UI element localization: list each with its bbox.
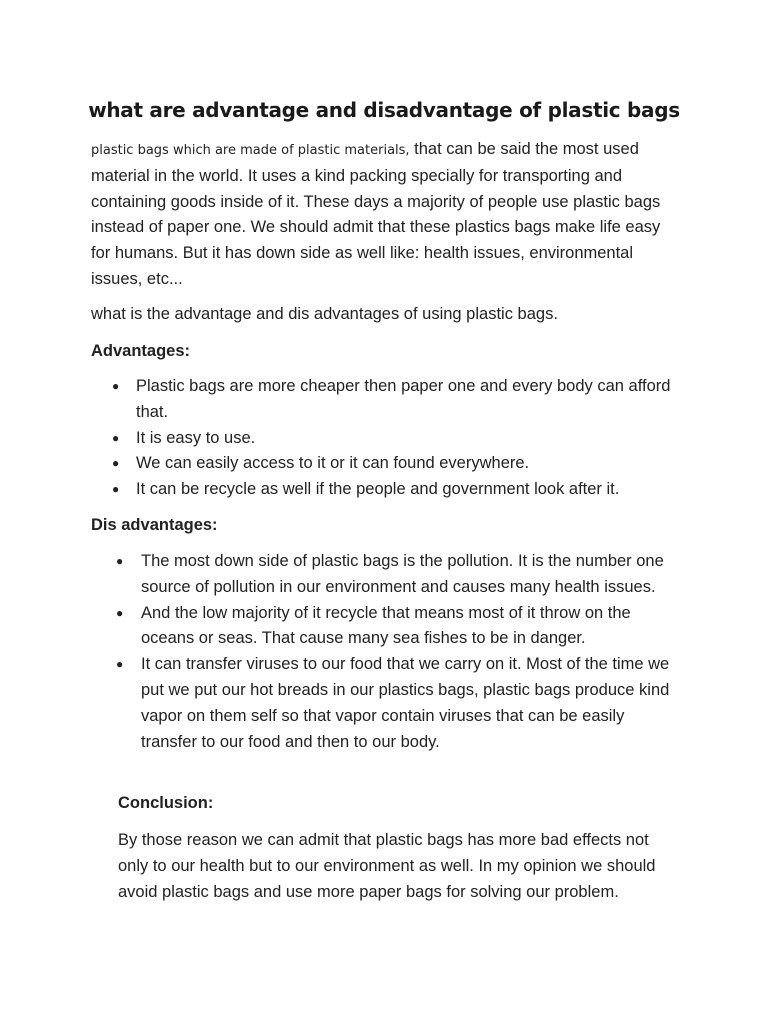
list-item: [112, 477, 681, 503]
list-item-text: It is easy to use.: [136, 428, 256, 447]
list-item: [112, 374, 681, 426]
conclusion-paragraph: By those reason we can admit that plastic bags has more bad effects not only to our health but to our environment as well. In my opinion we should avoid plastic bags and use more paper bags for solving our problem.: [118, 831, 656, 901]
list-item-text: Plastic bags are more cheaper then paper one and every body can afford that.: [136, 377, 671, 421]
bullet-icon: ●: [112, 482, 120, 497]
list-item-text: It can transfer viruses to our food that we carry on it. Most of the time we put we put our hot breads in our plastics bags, plastic bags produce kind vapor on them self so that vapor contain viruses that can be easily transfer to our food and then to our body.: [141, 655, 670, 751]
question-paragraph: what is the advantage and dis advantages of using plastic bags.: [91, 305, 558, 323]
list-item-text: And the low majority of it recycle that means most of it throw on the oceans or seas. That cause many sea fishes to be in danger.: [141, 603, 631, 648]
intro-rest-text: that can be said the most used material in the world. It uses a kind packing specially for transporting and containing goods inside of it. These days a majority of people use plastic bags instead of paper one. We should admit that these plastics bags make life easy for humans. But it has down side as well like: health issues, environmental issues, etc...: [91, 140, 661, 288]
list-item-text: We can easily access to it or it can found everywhere.: [136, 454, 530, 473]
bullet-icon: ●: [116, 554, 124, 568]
intro-paragraph: [91, 137, 681, 293]
bullet-icon: ●: [112, 430, 120, 445]
list-item: [112, 426, 681, 452]
bullet-icon: ●: [116, 657, 124, 672]
bullet-icon: ●: [116, 605, 124, 620]
advantages-list: [112, 374, 681, 503]
advantages-heading: Advantages:: [91, 342, 191, 360]
list-item-text: The most down side of plastic bags is the pollution. It is the number one source of pollution in our environment and causes many health issues.: [141, 552, 664, 596]
list-item: [116, 652, 681, 755]
disadvantages-heading: Dis advantages:: [91, 516, 218, 534]
list-item: [112, 451, 681, 477]
intro-lead-text: plastic bags which are made of plastic materials,: [91, 143, 410, 158]
list-item: [116, 549, 681, 601]
bullet-icon: ●: [112, 379, 120, 393]
document-title: what are advantage and disadvantage of plastic bags: [88, 98, 680, 122]
list-item-text: It can be recycle as well if the people and government look after it.: [136, 480, 620, 499]
bullet-icon: ●: [112, 456, 120, 471]
list-item: [116, 601, 681, 653]
disadvantages-list: [116, 549, 681, 755]
conclusion-heading: Conclusion:: [118, 794, 214, 812]
